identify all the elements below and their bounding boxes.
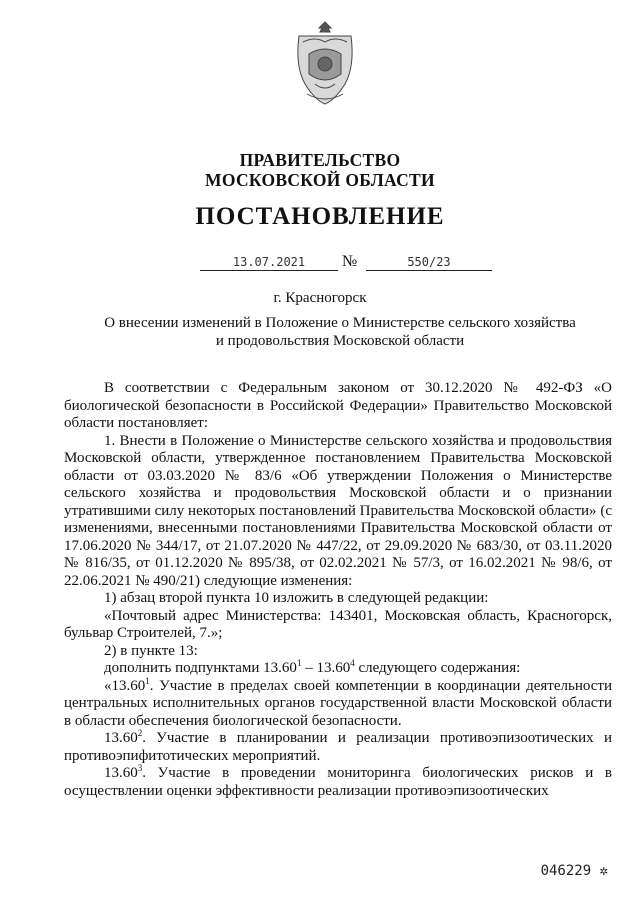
body-paragraph-sub1: 1) абзац второй пункта 10 изложить в следующей редакции: xyxy=(104,590,489,606)
number-sign: № xyxy=(342,253,358,270)
document-body xyxy=(64,380,612,800)
text-run: 13.60 xyxy=(104,765,138,781)
body-paragraph-sub2: 2) в пункте 13: xyxy=(104,642,198,659)
body-paragraph-preamble: В соответствии с Федеральным законом от 30.12.2020 № 492-ФЗ «О биологической безопасности в Российской Федерации» Правительство Московской области постановляет: xyxy=(64,380,612,431)
superscript: 1 xyxy=(145,675,150,686)
text-run: следующего содержания: xyxy=(354,660,521,676)
text-run: дополнить подпунктами 13.60 xyxy=(104,660,297,676)
text-run: . Участие в пределах своей компетенции в координации деятельности центральных исполнительных органов государственной власти Московской области в области обеспечения биологической безопасности. xyxy=(64,677,612,729)
document-number: 550/23 xyxy=(407,255,451,269)
date-underline xyxy=(200,270,338,271)
body-paragraph-item1: 1. Внести в Положение о Министерстве сельского хозяйства и продовольствия Московской области, утвержденное постановлением Правительства Московской области от 03.03.2020 № 83/6 «Об утверждении Положения о Министерстве сельского хозяйства и продовольствия Московской области и о признании утратившими силу некоторых постановлений Правительства Московской области» (с изменениями, внесенными постановлениями Правительства Московской области от 17.06.2020 № 344/17, от 21.07.2020 № 447/22, от 29.09.2020 № 683/30, от 03.11.2020 № 816/35, от 01.12.2020 № 895/38, от 02.02.2021 № 57/3, от 16.02.2021 № 98/6, от 22.06.2021 № 490/21) следующие изменения: xyxy=(64,432,612,589)
city-line: г. Красногорск xyxy=(273,290,367,306)
text-run: . Участие в проведении мониторинга биологических рисков и в осуществлении оценки эффективности реализации противоэпизоотических xyxy=(64,765,612,799)
superscript: 2 xyxy=(137,728,143,738)
subject-line1: О внесении изменений в Положение о Министерстве сельского хозяйства xyxy=(104,315,576,331)
document-date: 13.07.2021 xyxy=(232,255,306,269)
date-number-line xyxy=(200,250,492,276)
superscript: 4 xyxy=(350,658,355,668)
subject-line2: и продовольствия Московской области xyxy=(215,333,465,349)
form-serial-stamp: 046229 ✲ xyxy=(540,863,608,879)
text-run: «13.60 xyxy=(104,677,146,694)
text-run: . Участие в планировании и реализации противоэпизоотических и противоэпифитотических мероприятий. xyxy=(64,730,612,764)
text-run: 13.60 xyxy=(104,730,138,746)
organization-name-line2: МОСКОВСКОЙ ОБЛАСТИ xyxy=(205,170,435,190)
body-paragraph-13-60-1 xyxy=(64,675,612,731)
text-run: – 13.60 xyxy=(301,660,351,676)
body-paragraph-13-60-2 xyxy=(64,730,612,765)
superscript: 1 xyxy=(296,658,302,668)
body-paragraph-13-60-3 xyxy=(64,765,612,800)
coat-of-arms-emblem xyxy=(289,14,361,114)
document-subject xyxy=(80,314,600,350)
document-type-title: ПОСТАНОВЛЕНИЕ xyxy=(195,203,445,230)
superscript: 3 xyxy=(137,763,143,773)
organization-name-line1: ПРАВИТЕЛЬСТВО xyxy=(239,150,401,170)
body-paragraph-address: «Почтовый адрес Министерства: 143401, Московская область, Красногорск, бульвар Строителей, 7.»; xyxy=(64,607,612,641)
number-underline xyxy=(366,270,492,271)
